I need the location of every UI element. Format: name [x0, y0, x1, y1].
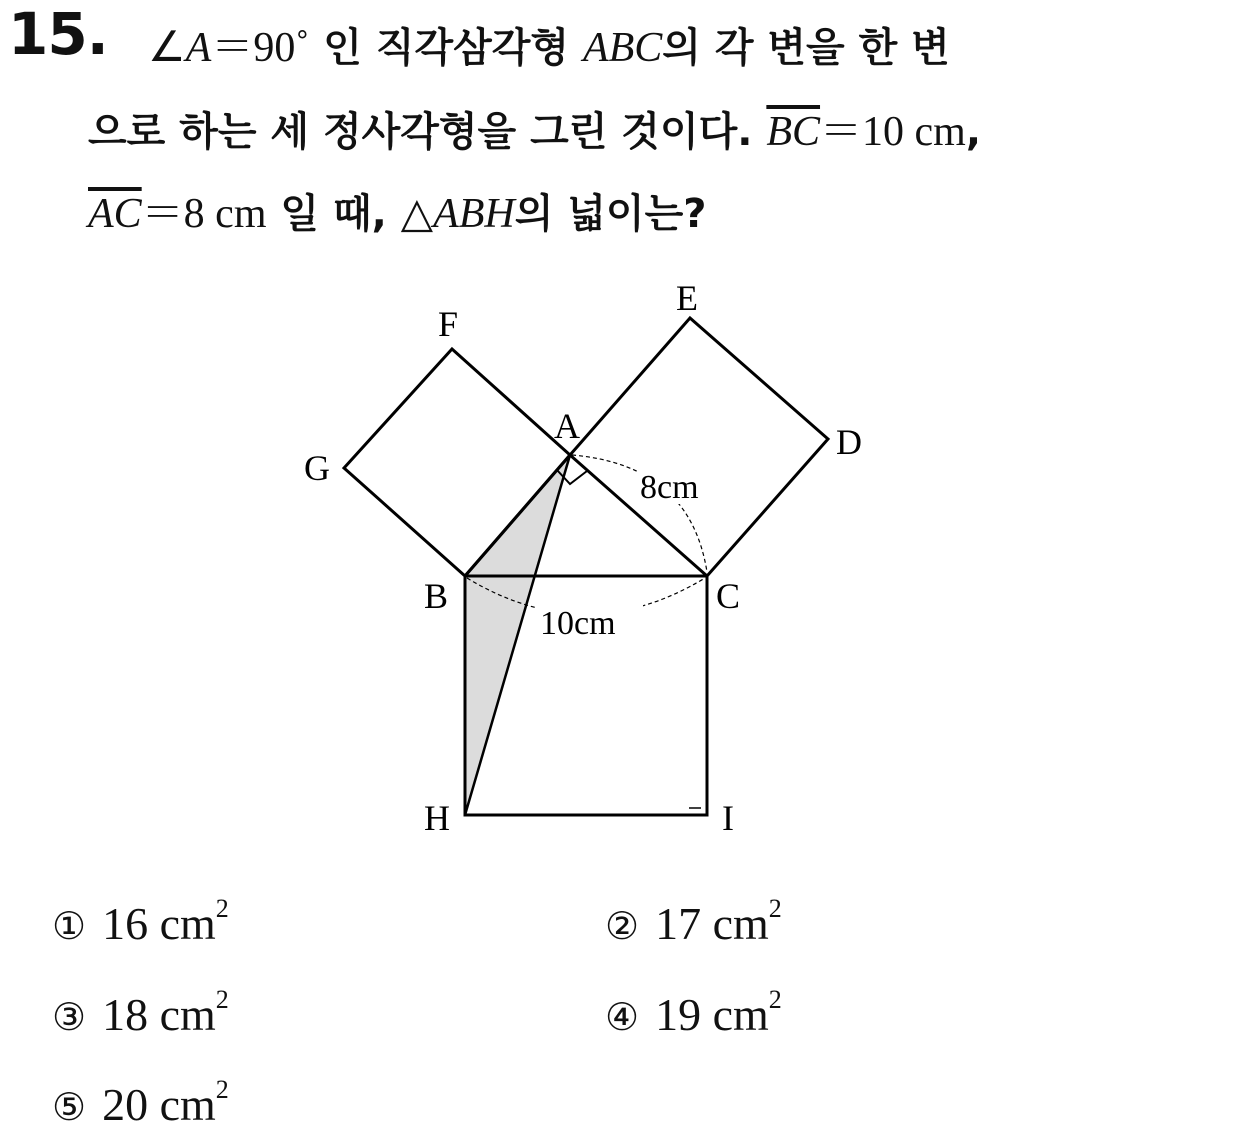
choice-2[interactable]: [605, 894, 782, 950]
comma: ,: [965, 109, 982, 155]
label-c: C: [716, 576, 741, 616]
choice-exponent: 2: [768, 894, 782, 923]
triangle-symbol: △: [400, 191, 434, 237]
triangle-name: ABC: [582, 25, 663, 71]
choice-unit: cm: [712, 898, 769, 949]
segment-bc-value: ＝10 cm: [820, 109, 966, 155]
square-acde: [570, 318, 828, 576]
choice-exponent: 2: [768, 985, 782, 1014]
choice-1[interactable]: [52, 894, 229, 950]
segment-ac: $\overline{AC}$: [88, 191, 142, 237]
segment-bc: $\overline{BC}$: [766, 109, 821, 155]
question-text: 의 넓이는?: [514, 191, 707, 237]
choice-number: ④: [605, 995, 640, 1039]
angle-symbol: ∠: [148, 25, 186, 71]
label-g: G: [304, 448, 330, 488]
choice-number: ①: [52, 904, 87, 948]
choice-exponent: 2: [215, 985, 229, 1014]
question-text: 일 때,: [266, 191, 401, 237]
question-number: 15.: [8, 0, 108, 68]
question-text: 의 각 변을 한 변: [662, 25, 950, 71]
label-e: E: [676, 278, 698, 318]
choice-unit: cm: [159, 989, 216, 1040]
label-d: D: [836, 422, 862, 462]
choice-value: 17: [655, 898, 702, 949]
label-h: H: [424, 798, 450, 838]
choice-number: ⑤: [52, 1085, 87, 1129]
choice-value: 20: [102, 1079, 149, 1130]
choice-4[interactable]: [605, 985, 782, 1041]
choice-value: 16: [102, 898, 149, 949]
label-b: B: [424, 576, 449, 616]
choice-unit: cm: [712, 989, 769, 1040]
choice-exponent: 2: [215, 894, 229, 923]
angle-value: ＝90˚: [211, 25, 310, 71]
choice-5[interactable]: [52, 1075, 229, 1131]
label-a: A: [554, 406, 580, 446]
choice-number: ②: [605, 904, 640, 948]
label-f: F: [438, 304, 459, 344]
choice-value: 18: [102, 989, 149, 1040]
choice-3[interactable]: [52, 985, 229, 1041]
choice-exponent: 2: [215, 1075, 229, 1104]
choice-unit: cm: [159, 898, 216, 949]
ac-length-label: 8cm: [640, 469, 699, 506]
label-i: I: [722, 798, 734, 838]
question-text: 으로 하는 세 정사각형을 그린 것이다.: [88, 109, 767, 155]
choice-number: ③: [52, 995, 87, 1039]
question-text: 인 직각삼각형: [309, 25, 583, 71]
triangle-abh: ABH: [433, 191, 515, 237]
choice-unit: cm: [159, 1079, 216, 1130]
bc-length-label: 10cm: [540, 605, 616, 642]
angle-variable: A: [185, 25, 212, 71]
segment-ac-value: ＝8 cm: [141, 191, 267, 237]
choice-value: 19: [655, 989, 702, 1040]
